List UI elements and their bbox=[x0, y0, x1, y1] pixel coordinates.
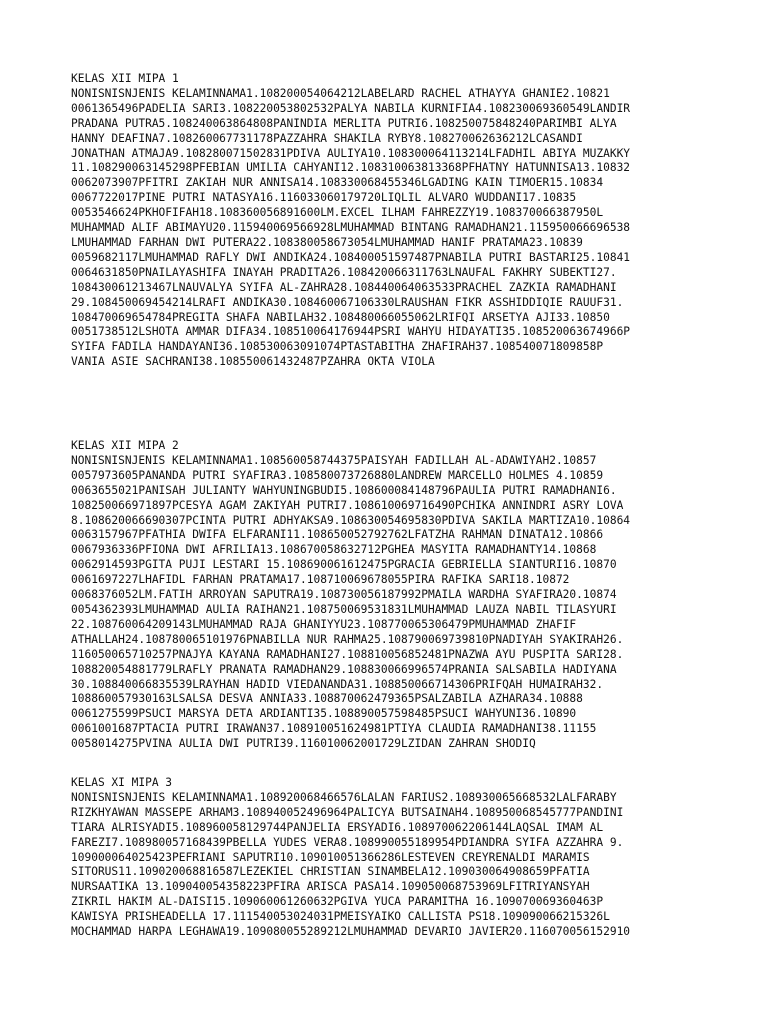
text-line: KAWISYA PRISHEADELLA 17.111540053024031PMEISYAIKO CALLISTA PS18.109090066215326L bbox=[71, 910, 610, 924]
text-line: TIARA ALRISYADI5.108960058129744PANJELIA ERSYADI6.108970062206144LAQSAL IMAM AL bbox=[71, 820, 604, 834]
text-line: 29.108450069454214LRAFI ANDIKA30.108460067106330LRAUSHAN FIKR ASSHIDDIQIE RAUUF31. bbox=[71, 295, 624, 309]
text-line: 0062073907PFITRI ZAKIAH NUR ANNISA14.108330068455346LGADING KAIN TIMOER15.10834 bbox=[71, 176, 604, 190]
text-line: 116050065710257PNAJYA KAYANA RAMADHANI27.108810056852481PNAZWA AYU PUSPITA SARI28. bbox=[71, 647, 624, 661]
text-line: ZIKRIL HAKIM AL-DAISI15.109060061260632PGIVA YUCA PARAMITHA 16.109070069360463P bbox=[71, 895, 604, 909]
text-line: 0063157967PFATHIA DWIFA ELFARANI11.108650052792762LFATZHA RAHMAN DINATA12.10866 bbox=[71, 528, 604, 542]
text-line: 0061001687PTACIA PUTRI IRAWAN37.108910051624981PTIYA CLAUDIA RAMADHANI38.11155 bbox=[71, 722, 597, 736]
text-line: 0067936336PFIONA DWI AFRILIA13.108670058632712PGHEA MASYITA RAMADHANTY14.10868 bbox=[71, 543, 597, 557]
text-line: 0061275599PSUCI MARSYA DETA ARDIANTI35.108890057598485PSUCI WAHYUNI36.10890 bbox=[71, 707, 577, 721]
text-line: 0067722017PINE PUTRI NATASYA16.116033060179720LIQLIL ALVARO WUDDANI17.10835 bbox=[71, 191, 577, 205]
text-line: 108820054881779LRAFLY PRANATA RAMADHAN29.108830066996574PRANIA SALSABILA HADIYANA bbox=[71, 662, 617, 676]
text-line: JONATHAN ATMAJA9.108280071502831PDIVA AULIYA10.108300064113214LFADHIL ABIYA MUZAKKY bbox=[71, 146, 631, 160]
text-line: 0051738512LSHOTA AMMAR DIFA34.108510064176944PSRI WAHYU HIDAYATI35.108520063674966P bbox=[71, 325, 631, 339]
text-line: LMUHAMMAD FARHAN DWI PUTERA22.108380058673054LMUHAMMAD HANIF PRATAMA23.10839 bbox=[71, 235, 583, 249]
text-line: 0059682117LMUHAMMAD RAFLY DWI ANDIKA24.108400051597487PNABILA PUTRI BASTARI25.10841 bbox=[71, 250, 631, 264]
text-line: VANIA ASIE SACHRANI38.108550061432487PZAHRA OKTA VIOLA bbox=[71, 355, 435, 369]
text-line: PRADANA PUTRA5.108240063864808PANINDIA MERLITA PUTRI6.108250075848240PARIMBI ALYA bbox=[71, 116, 617, 130]
text-line: NONISNISNJENIS KELAMINNAMA1.108560058744375PAISYAH FADILLAH AL-ADAWIYAH2.10857 bbox=[71, 453, 597, 467]
text-line: 0068376052LM.FATIH ARROYAN SAPUTRA19.108730056187992PMAILA WARDHA SYAFIRA20.10874 bbox=[71, 588, 617, 602]
text-line: 0053546624PKHOFIFAH18.108360056891600LM.EXCEL ILHAM FAHREZZY19.108370066387950L bbox=[71, 206, 604, 220]
text-line: MUHAMMAD ALIF ABIMAYU20.115940069566928LMUHAMMAD BINTANG RAMADHAN21.115950066696538 bbox=[71, 221, 631, 235]
text-line: 108470069654784PREGITA SHAFA NABILAH32.108480066055062LRIFQI ARSETYA AJI33.10850 bbox=[71, 310, 610, 324]
text-line: 0061697227LHAFIDL FARHAN PRATAMA17.108710069678055PIRA RAFIKA SARI18.10872 bbox=[71, 573, 570, 587]
class-section-xii-mipa-2 bbox=[71, 439, 711, 752]
text-line: 8.108620066690307PCINTA PUTRI ADHYAKSA9.108630054695830PDIVA SAKILA MARTIZA10.10864 bbox=[71, 513, 631, 527]
text-line: MOCHAMMAD HARPA LEGHAWA19.109080055289212LMUHAMMAD DEVARIO JAVIER20.116070056152910 bbox=[71, 925, 631, 939]
text-line: 0062914593PGITA PUJI LESTARI 15.108690061612475PGRACIA GEBRIELLA SIANTURI16.10870 bbox=[71, 558, 617, 572]
text-line: SITORUS11.109020068816587LEZEKIEL CHRISTIAN SINAMBELA12.109030064908659PFATIA bbox=[71, 865, 590, 879]
section-heading: KELAS XII MIPA 1 bbox=[71, 72, 179, 85]
class-section-xii-mipa-1 bbox=[71, 72, 711, 370]
text-line: 11.108290063145298PFEBIAN UMILIA CAHYANI12.108310063813368PFHATNY HATUNNISA13.10832 bbox=[71, 161, 631, 175]
text-line: NONISNISNJENIS KELAMINNAMA1.108200054064212LABELARD RACHEL ATHAYYA GHANIE2.10821 bbox=[71, 86, 610, 100]
section-heading: KELAS XI MIPA 3 bbox=[71, 776, 173, 789]
text-line: NONISNISNJENIS KELAMINNAMA1.108920068466576LALAN FARIUS2.108930065668532LALFARABY bbox=[71, 790, 617, 804]
text-line: 0063655021PANISAH JULIANTY WAHYUNINGBUDI5.108600084148796PAULIA PUTRI RAMADHANI6. bbox=[71, 483, 617, 497]
text-line: 0064631850PNAILAYASHIFA INAYAH PRADITA26.108420066311763LNAUFAL FAKHRY SUBEKTI27. bbox=[71, 265, 617, 279]
text-line: 0057973605PANANDA PUTRI SYAFIRA3.108580073726880LANDREW MARCELLO HOLMES 4.10859 bbox=[71, 468, 604, 482]
text-line: SYIFA FADILA HANDAYANI36.108530063091074PTASTABITHA ZHAFIRAH37.108540071809858P bbox=[71, 340, 604, 354]
text-line: 0061365496PADELIA SARI3.108220053802532PALYA NABILA KURNIFIA4.108230069360549LANDIR bbox=[71, 101, 631, 115]
text-line: RIZKHYAWAN MASSEPE ARHAM3.108940052496964PALICYA BUTSAINAH4.108950068545777PANDINI bbox=[71, 805, 624, 819]
text-line: 30.108840066835539LRAYHAN HADID VIEDANANDA31.108850066714306PRIFQAH HUMAIRAH32. bbox=[71, 677, 604, 691]
text-line: NURSAATIKA 13.109040054358223PFIRA ARISCA PASA14.109050068753969LFITRIYANSYAH bbox=[71, 880, 590, 894]
text-line: 22.108760064209143LMUHAMMAD RAJA GHANIYYU23.108770065306479PMUHAMMAD ZHAFIF bbox=[71, 617, 577, 631]
text-line: ATHALLAH24.108780065101976PNABILLA NUR RAHMA25.108790069739810PNADIYAH SYAKIRAH26. bbox=[71, 632, 624, 646]
class-section-xi-mipa-3 bbox=[71, 776, 711, 940]
text-line: 108250066971897PCESYA AGAM ZAKIYAH PUTRI7.108610069716490PCHIKA ANNINDRI ASRY LOVA bbox=[71, 498, 624, 512]
text-line: 0054362393LMUHAMMAD AULIA RAIHAN21.108750069531831LMUHAMMAD LAUZA NABIL TILASYURI bbox=[71, 602, 617, 616]
text-line: 0058014275PVINA AULIA DWI PUTRI39.116010062001729LZIDAN ZAHRAN SHODIQ bbox=[71, 737, 536, 751]
text-line: 109000064025423PEFRIANI SAPUTRI10.109010051366286LESTEVEN CREYRENALDI MARAMIS bbox=[71, 850, 590, 864]
text-line: 108860057930163LSALSA DESVA ANNIA33.108870062479365PSALZABILA AZHARA34.10888 bbox=[71, 692, 583, 706]
section-heading: KELAS XII MIPA 2 bbox=[71, 439, 179, 452]
text-line: FAREZI7.108980057168439PBELLA YUDES VERA8.108990055189954PDIANDRA SYIFA AZZAHRA 9. bbox=[71, 835, 624, 849]
text-line: 108430061213467LNAUVALYA SYIFA AL-ZAHRA28.108440064063533PRACHEL ZAZKIA RAMADHANI bbox=[71, 280, 617, 294]
text-line: HANNY DEAFINA7.108260067731178PAZZAHRA SHAKILA RYBY8.108270062636212LCASANDI bbox=[71, 131, 583, 145]
